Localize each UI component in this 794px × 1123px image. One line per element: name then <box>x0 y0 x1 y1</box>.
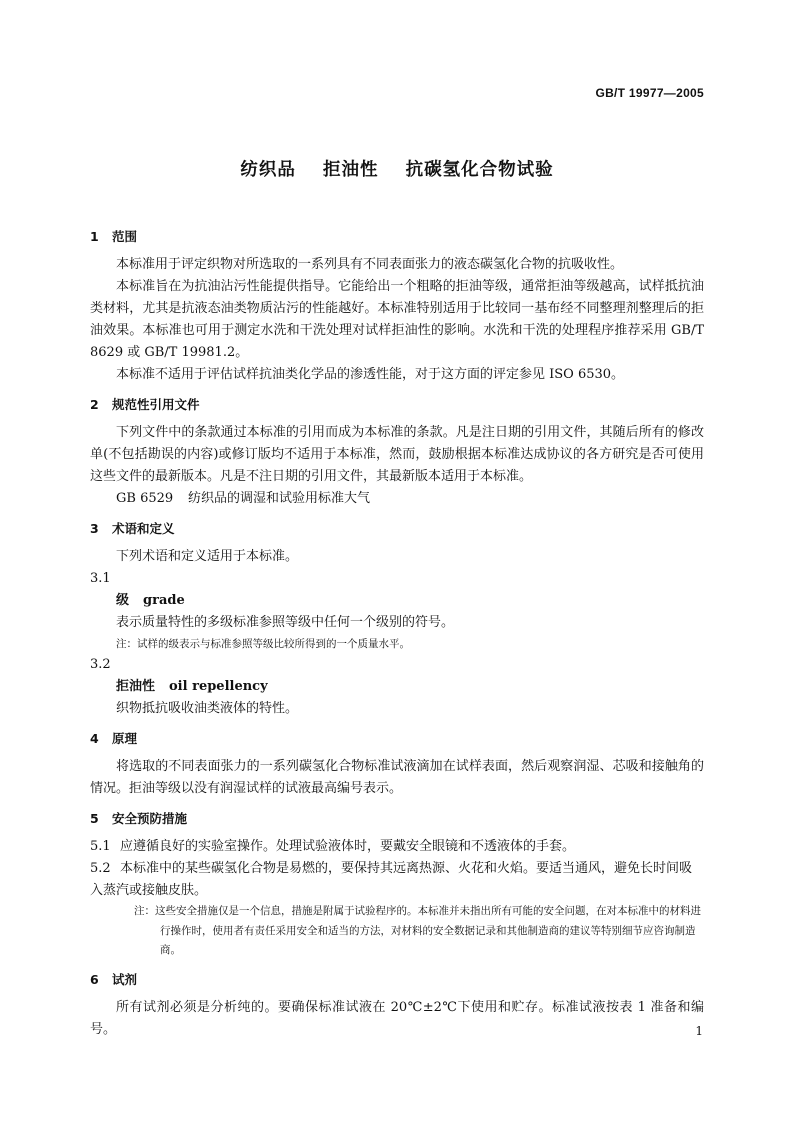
page-number: 1 <box>695 1024 703 1038</box>
title-part-3: 抗碳氢化合物试验 <box>405 160 554 180</box>
clause-number: 5.1 <box>90 839 111 854</box>
clause-number: 5.2 <box>90 861 111 876</box>
section-title: 安全预防措施 <box>112 811 188 826</box>
title-part-2: 拒油性 <box>323 160 379 180</box>
section-2-heading <box>90 394 704 416</box>
section-number: 4 <box>90 731 99 746</box>
section-number: 6 <box>90 971 99 987</box>
clause-text: 应遵循良好的实验室操作。处理试验液体时，要戴安全眼镜和不透液体的手套。 <box>120 839 576 854</box>
paragraph: 下列文件中的条款通过本标准的引用而成为本标准的条款。凡是注日期的引用文件，其随后所有的修改单(不包括勘误的内容)或修订版均不适用于本标准，然而，鼓励根据本标准达成协议的各方研究是否可使用这些文件的最新版本。凡是不注日期的引用文件，其最新版本适用于本标准。 <box>90 425 704 484</box>
paragraph: 本标准旨在为抗油沾污性能提供指导。它能给出一个粗略的拒油等级，通常拒油等级越高，试样抵抗油类材料，尤其是抗液态油类物质沾污的性能越好。本标准特别适用于比较同一基布经不同整理剂整理后的拒油效果。本标准也可用于测定水洗和干洗处理对试样拒油性的影响。水洗和干洗的处理程序推荐采用 GB/T 8629 或 GB/T 19981.2。 <box>90 279 704 360</box>
reference-title: 纺织品的调湿和试验用标准大气 <box>188 491 371 506</box>
paragraph: 本标准不适用于评估试样抗油类化学品的渗透性能，对于这方面的评定参见 ISO 6530。 <box>116 367 625 382</box>
paragraph: 所有试剂必须是分析纯的。要确保标准试液在 20℃±2℃下使用和贮存。标准试液按表 1 准备和编号。 <box>90 999 704 1037</box>
section-number: 3 <box>90 521 99 536</box>
paragraph: 下列术语和定义适用于本标准。 <box>116 549 299 564</box>
clause-text: 本标准中的某些碳氢化合物是易燃的，要保持其远离热源、火花和火焰。要适当通风，避免长时间吸入蒸汽或接触皮肤。 <box>90 861 693 898</box>
term-number: 3.2 <box>90 657 111 672</box>
section-title: 试剂 <box>112 971 138 987</box>
term-definition: 织物抵抗吸收油类液体的特性。 <box>116 701 299 716</box>
section-1-heading <box>90 226 704 248</box>
term-entry <box>90 590 704 612</box>
section-4-heading <box>90 728 704 750</box>
paragraph: 将选取的不同表面张力的一系列碳氢化合物标准试液滴加在试样表面，然后观察润湿、芯吸和接触角的情况。拒油等级以没有润湿试样的试液最高编号表示。 <box>90 759 704 796</box>
normative-reference <box>90 488 704 510</box>
document-body <box>90 218 704 1041</box>
document-title <box>0 156 794 181</box>
section-number: 5 <box>90 811 99 826</box>
section-title: 术语和定义 <box>112 521 175 536</box>
term-note: 注：试样的级表示与标准参照等级比较所得到的一个质量水平。 <box>116 638 410 650</box>
term-english: oil repellency <box>169 679 268 694</box>
section-5-heading <box>90 808 704 830</box>
term-english: grade <box>143 593 185 608</box>
section-number: 2 <box>90 397 99 412</box>
term-entry <box>90 676 704 698</box>
section-title: 范围 <box>112 229 138 244</box>
standard-code: GB/T 19977—2005 <box>595 86 704 100</box>
section-3-heading <box>90 518 704 540</box>
reference-code: GB 6529 <box>116 491 174 506</box>
section-number: 1 <box>90 229 99 244</box>
title-part-1: 纺织品 <box>240 160 296 180</box>
section-title: 原理 <box>112 731 138 746</box>
section-6-heading <box>90 969 704 991</box>
paragraph: 本标准用于评定织物对所选取的一系列具有不同表面张力的液态碳氢化合物的抗吸收性。 <box>116 257 624 272</box>
term-chinese: 拒油性 <box>116 679 156 694</box>
clause <box>90 836 704 858</box>
clause <box>90 858 704 902</box>
safety-note: 注：这些安全措施仅是一个信息，措施是附属于试验程序的。本标准并未指出所有可能的安全问题，在对本标准中的材料进行操作时，使用者有责任采用安全和适当的方法，对材料的安全数据记录和其他制造商的建议等特别细节应咨询制造商。 <box>134 905 701 956</box>
term-chinese: 级 <box>116 593 130 608</box>
term-number: 3.1 <box>90 571 111 586</box>
section-title: 规范性引用文件 <box>112 397 200 412</box>
term-definition: 表示质量特性的多级标准参照等级中任何一个级别的符号。 <box>116 615 455 630</box>
